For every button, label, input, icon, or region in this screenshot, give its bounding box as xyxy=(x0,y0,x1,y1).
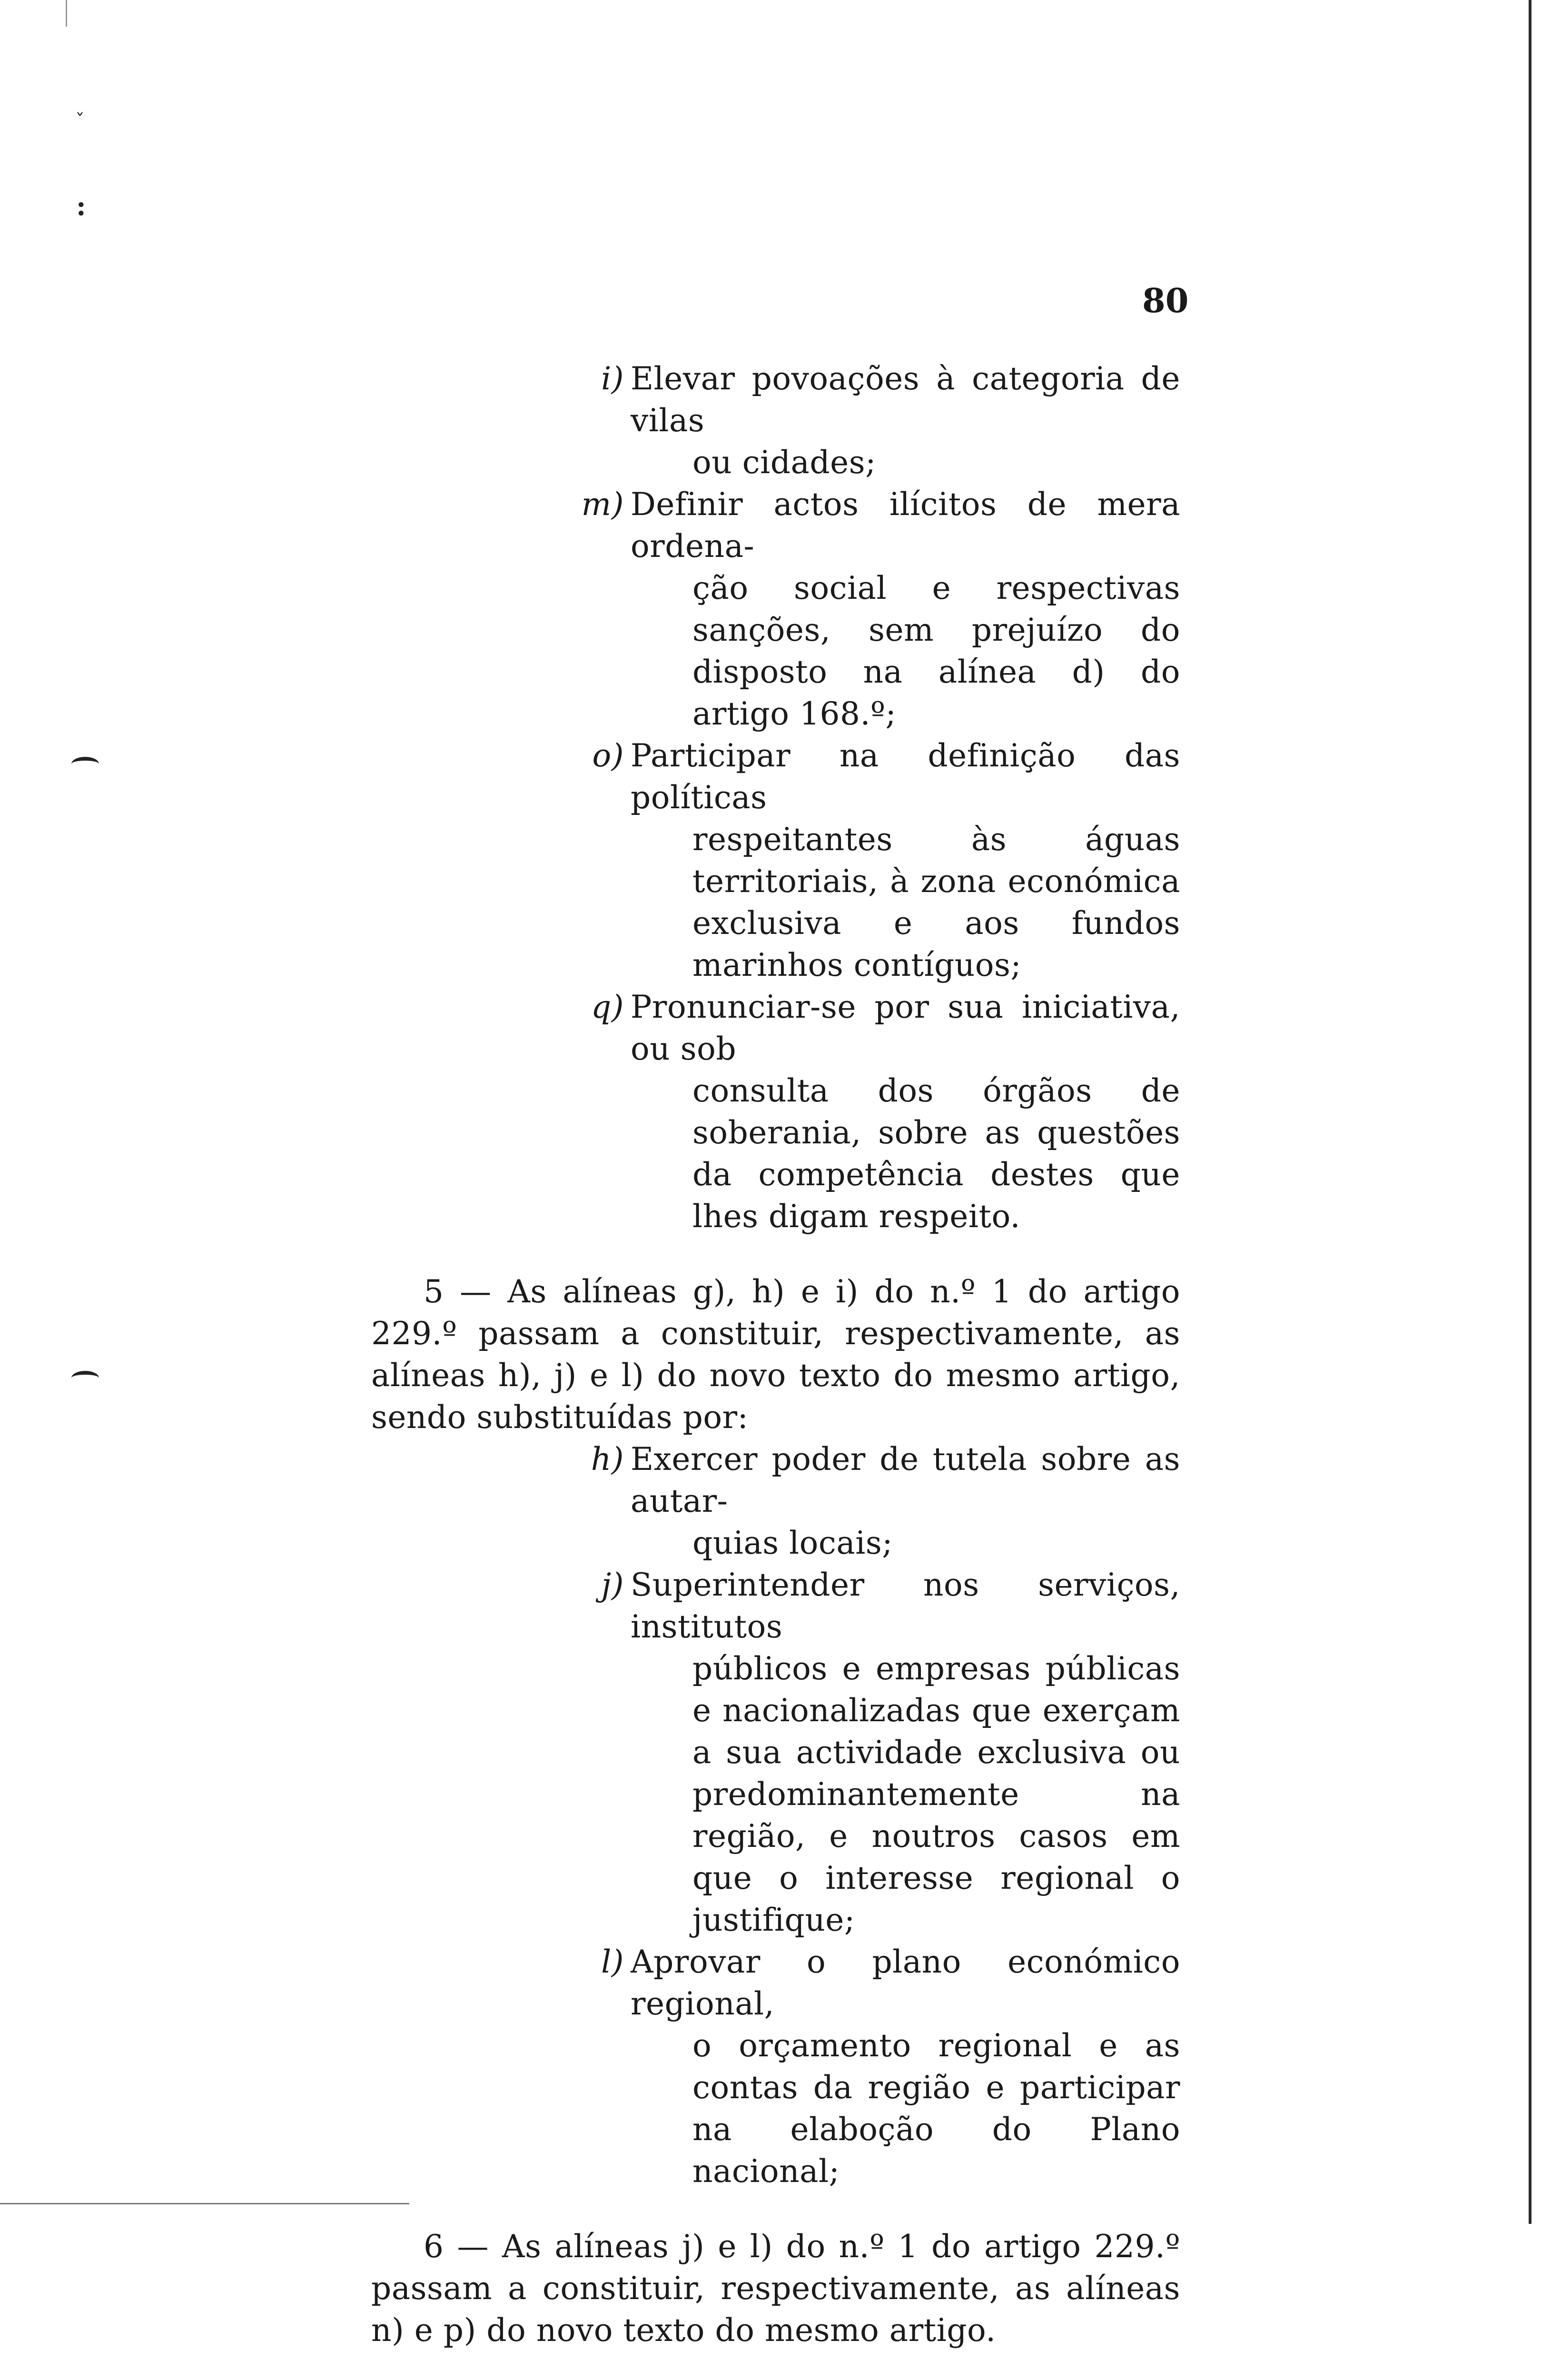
item-first-line: Definir actos ilícitos de mera ordena- xyxy=(631,486,1180,565)
page-number: 80 xyxy=(1142,281,1189,320)
item-label: j) xyxy=(601,1567,624,1603)
page-edge-top xyxy=(66,0,67,27)
section-5-list xyxy=(371,1438,1180,2192)
item-label: m) xyxy=(581,486,624,523)
list-item xyxy=(601,358,1180,484)
item-continuation: ção social e respectivas sanções, sem prejuízo do disposto na alínea d) do artigo 168.º; xyxy=(692,570,1180,732)
scan-speck xyxy=(71,757,99,771)
item-first-line: Participar na definição das políticas xyxy=(631,737,1180,816)
scan-speck xyxy=(71,1371,99,1385)
item-first-line: Exercer poder de tutela sobre as autar- xyxy=(631,1441,1180,1519)
page-edge-bottom xyxy=(0,2203,409,2204)
list-item xyxy=(601,1941,1180,2192)
page-body xyxy=(371,358,1180,2380)
paragraph-5: 5 — As alíneas g), h) e i) do n.º 1 do artigo 229.º passam a constituir, respectivamente, as alíneas h), j) e l) do novo texto do mesmo artigo, sendo substituídas por: xyxy=(371,1273,1180,1436)
list-item xyxy=(591,986,1180,1238)
list-item xyxy=(592,735,1180,986)
item-first-line: Aprovar o plano económico regional, xyxy=(631,1944,1180,2022)
item-first-line: Elevar povoações à categoria de vilas xyxy=(631,360,1180,439)
item-label: q) xyxy=(591,989,624,1025)
item-first-line: Superintender nos serviços, institutos xyxy=(631,1567,1180,1645)
section-4-list xyxy=(371,358,1180,1238)
item-continuation: quias locais; xyxy=(692,1525,893,1561)
list-item xyxy=(581,484,1180,735)
item-first-line: Pronunciar-se por sua iniciativa, ou sob xyxy=(631,989,1180,1067)
item-continuation: públicos e empresas públicas e nacionalizadas que exerçam a sua actividade exclusiva ou predominantemente na região, e noutros casos em que o interesse regional o justifique; xyxy=(692,1650,1180,1938)
item-label: l) xyxy=(601,1944,624,1980)
item-continuation: consulta dos órgãos de soberania, sobre as questões da competência destes que lhes digam respeito. xyxy=(692,1072,1180,1235)
paragraph-6: 6 — As alíneas j) e l) do n.º 1 do artigo 229.º passam a constituir, respectivamente, as alíneas n) e p) do novo texto do mesmo artigo. xyxy=(371,2228,1180,2349)
scan-speck: ˇ xyxy=(75,110,85,132)
item-continuation: ou cidades; xyxy=(692,444,876,481)
item-continuation: respeitantes às águas territoriais, à zona económica exclusiva e aos fundos marinhos contíguos; xyxy=(692,821,1180,983)
list-item xyxy=(601,1564,1180,1941)
item-label: i) xyxy=(601,360,624,397)
page-edge-right xyxy=(1529,0,1531,2224)
list-item xyxy=(591,1438,1180,1564)
scan-speck: : xyxy=(76,190,86,222)
item-label: h) xyxy=(591,1441,624,1478)
item-continuation: o orçamento regional e as contas da região e participar na elaboção do Plano nacional; xyxy=(692,2027,1180,2190)
item-label: o) xyxy=(592,737,624,774)
